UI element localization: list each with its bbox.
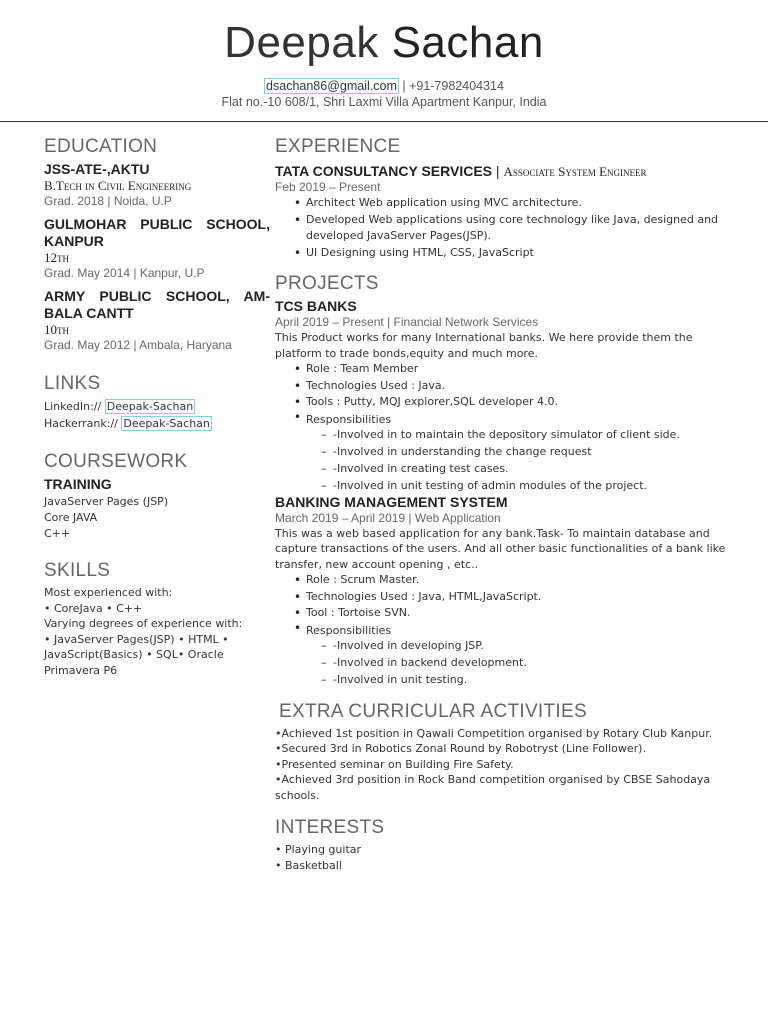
projects-heading: PROJECTS (275, 273, 379, 294)
skills-line: • CoreJava • C++ (44, 601, 143, 615)
job-dates: Feb 2019 – Present (275, 180, 381, 194)
education-entry (44, 216, 270, 281)
list-item: – -Involved in unit testing of admin modules of the project. (275, 477, 735, 494)
link-row-hackerrank (44, 415, 270, 432)
separator: | (398, 79, 410, 93)
list-item: • Tool : Tortoise SVN. (275, 605, 735, 622)
project-description: This was a web based application for any bank.Task- To maintain database and capture transactions of the users. And all other basic functionalities of a bank like transfer, new account opening , etc.. (275, 526, 726, 571)
experience-bullets (275, 195, 735, 261)
skills-line: Most experienced with: (44, 586, 173, 599)
link-label: Hackerrank:// (44, 417, 118, 430)
address: Flat no.-10 608/1, Shri Laxmi Villa Apartment Kanpur, India (221, 95, 547, 109)
list-item: • Technologies Used : Java. (275, 378, 735, 395)
list-item: • Role : Scrum Master. (275, 572, 735, 589)
school-name: JSS-ATE-,AKTU (44, 161, 150, 177)
degree: B.Tech in Civil Engineering (44, 178, 192, 193)
degree: 10th (44, 322, 69, 337)
education-meta: Grad. May 2014 | Kanpur, U.P (44, 266, 205, 280)
activity-item: •Presented seminar on Building Fire Safety. (275, 757, 514, 771)
phone: +91-7982404314 (409, 79, 504, 93)
skills-line: Varying degrees of experience with: (44, 617, 243, 630)
project-description: This Product works for many International banks. We here provide them the platform to trade bonds,equity and much more. (275, 331, 693, 360)
project-bullets (275, 572, 735, 637)
activity-item: •Secured 3rd in Robotics Zonal Round by Robotryst (Line Follower). (275, 742, 646, 755)
list-item: – -Involved in unit testing. (275, 671, 735, 688)
header-divider (0, 121, 768, 122)
activity-item: •Achieved 1st position in Qawali Competition organised by Rotary Club Kanpur. (275, 726, 713, 740)
course-item: Core JAVA (44, 511, 98, 524)
education-meta: Grad. 2018 | Noida, U.P (44, 194, 172, 208)
contact-block (0, 78, 768, 110)
school-name: ARMY PUBLIC SCHOOL, AM-BALA CANTT (44, 288, 270, 321)
education-heading: EDUCATION (44, 136, 158, 157)
extra-curricular-heading: EXTRA CURRICULAR ACTIVITIES (279, 700, 587, 722)
job-title-line (275, 161, 735, 180)
list-item: • Responsibilities (275, 411, 735, 426)
first-name: Deepak (224, 18, 379, 67)
left-column (44, 136, 270, 678)
skills-line: • JavaServer Pages(JSP) • HTML • JavaScript(Basics) • SQL• Oracle Primavera P6 (44, 632, 229, 677)
education-meta: Grad. May 2012 | Ambala, Haryana (44, 338, 232, 352)
resume-name (0, 18, 768, 68)
project-bullets (275, 361, 735, 426)
project-meta: March 2019 – April 2019 | Web Application (275, 510, 501, 525)
project-meta: April 2019 – Present | Financial Network Services (275, 315, 539, 329)
responsibility-list (275, 426, 735, 494)
link-row-linkedin (44, 398, 270, 415)
course-item: C++ (44, 527, 71, 540)
list-item: • Role : Team Member (275, 361, 735, 378)
activity-item: •Achieved 3rd position in Rock Band competition organised by CBSE Sahodaya schools. (275, 773, 711, 802)
list-item: • Tools : Putty, MQJ explorer,SQL developer 4.0. (275, 394, 735, 411)
job-role: Associate System Engineer (503, 164, 647, 179)
list-item: – -Involved in creating test cases. (275, 460, 735, 477)
right-column (275, 136, 735, 873)
course-item: JavaServer Pages (JSP) (44, 495, 169, 508)
separator: | (492, 163, 504, 179)
list-item: – -Involved in understanding the change request (275, 443, 735, 460)
experience-heading: EXPERIENCE (275, 136, 401, 157)
responsibility-list (275, 637, 735, 688)
list-item: • Responsibilities (275, 622, 735, 637)
project-name: BANKING MANAGEMENT SYSTEM (275, 493, 508, 510)
list-item: – -Involved in to maintain the depository simulator of client side. (275, 426, 735, 443)
email-link[interactable]: dsachan86@gmail.com (266, 79, 397, 93)
list-item: • Architect Web application using MVC architecture. (275, 195, 735, 212)
coursework-subtitle: TRAINING (44, 476, 112, 492)
coursework-heading: COURSEWORK (44, 451, 188, 472)
list-item: – -Involved in developing JSP. (275, 637, 735, 654)
list-item: • Developed Web applications using core technology like Java, designed and developed JavaServer Pages(JSP). (275, 212, 735, 245)
list-item: • UI Designing using HTML, CSS, JavaScript (275, 245, 735, 262)
list-item: • Technologies Used : Java, HTML,JavaScript. (275, 589, 735, 606)
degree: 12th (44, 250, 69, 265)
last-name: Sachan (391, 18, 544, 67)
education-entry (44, 161, 270, 209)
education-entry (44, 288, 270, 353)
company-name: TATA CONSULTANCY SERVICES (275, 163, 493, 179)
links-heading: LINKS (44, 373, 101, 394)
list-item: – -Involved in backend development. (275, 654, 735, 671)
linkedin-link[interactable]: Deepak-Sachan (106, 400, 194, 413)
project-name: TCS BANKS (275, 298, 357, 314)
hackerrank-link[interactable]: Deepak-Sachan (123, 417, 210, 430)
link-label: LinkedIn:// (44, 400, 102, 413)
interest-item: • Playing guitar (275, 843, 362, 856)
school-name: GULMOHAR PUBLIC SCHOOL, KANPUR (44, 216, 270, 249)
interests-heading: INTERESTS (275, 817, 385, 838)
skills-heading: SKILLS (44, 560, 111, 581)
interest-item: • Basketball (275, 858, 342, 872)
